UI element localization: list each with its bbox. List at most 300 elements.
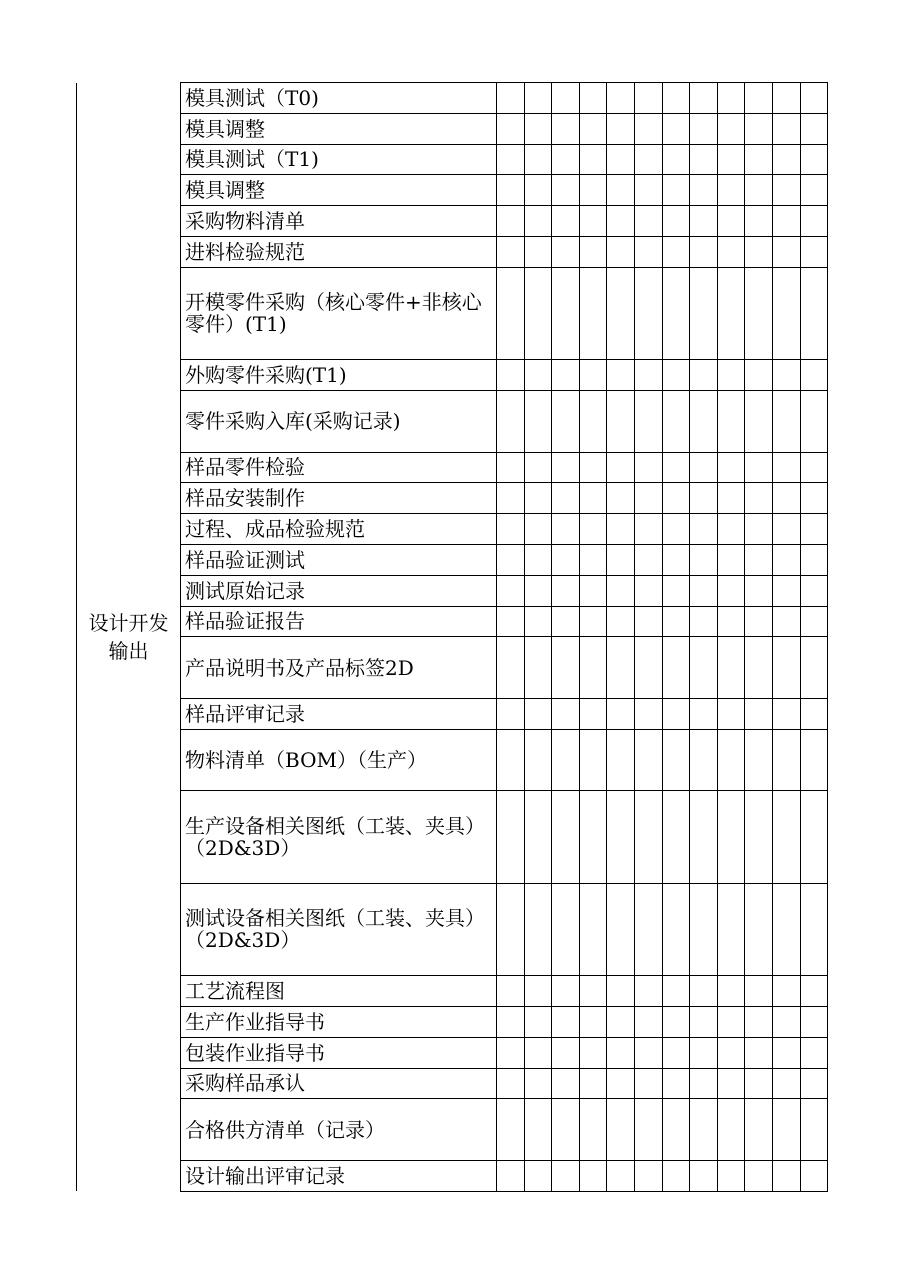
check-cell[interactable] (690, 206, 718, 237)
check-cell[interactable] (579, 514, 607, 545)
check-cell[interactable] (717, 883, 745, 975)
check-cell[interactable] (745, 83, 773, 114)
check-cell[interactable] (800, 390, 828, 452)
check-cell[interactable] (662, 606, 690, 637)
check-cell[interactable] (497, 144, 525, 175)
check-cell[interactable] (690, 1006, 718, 1037)
check-cell[interactable] (524, 1099, 552, 1161)
check-cell[interactable] (607, 1006, 635, 1037)
check-cell[interactable] (579, 236, 607, 267)
check-cell[interactable] (745, 606, 773, 637)
check-cell[interactable] (662, 1068, 690, 1099)
check-cell[interactable] (497, 113, 525, 144)
check-cell[interactable] (579, 698, 607, 729)
check-cell[interactable] (497, 606, 525, 637)
check-cell[interactable] (607, 883, 635, 975)
check-cell[interactable] (579, 1099, 607, 1161)
check-cell[interactable] (690, 606, 718, 637)
check-cell[interactable] (690, 144, 718, 175)
check-cell[interactable] (497, 483, 525, 514)
check-cell[interactable] (800, 1006, 828, 1037)
check-cell[interactable] (524, 791, 552, 883)
check-cell[interactable] (579, 483, 607, 514)
check-cell[interactable] (745, 1160, 773, 1191)
check-cell[interactable] (717, 113, 745, 144)
check-cell[interactable] (579, 791, 607, 883)
check-cell[interactable] (800, 206, 828, 237)
check-cell[interactable] (579, 606, 607, 637)
check-cell[interactable] (690, 514, 718, 545)
check-cell[interactable] (497, 1099, 525, 1161)
check-cell[interactable] (579, 575, 607, 606)
check-cell[interactable] (607, 698, 635, 729)
check-cell[interactable] (497, 575, 525, 606)
check-cell[interactable] (607, 390, 635, 452)
check-cell[interactable] (607, 514, 635, 545)
check-cell[interactable] (497, 791, 525, 883)
check-cell[interactable] (497, 175, 525, 206)
check-cell[interactable] (607, 1068, 635, 1099)
check-cell[interactable] (717, 452, 745, 483)
check-cell[interactable] (745, 360, 773, 391)
check-cell[interactable] (772, 452, 800, 483)
check-cell[interactable] (552, 1099, 580, 1161)
check-cell[interactable] (607, 236, 635, 267)
check-cell[interactable] (524, 483, 552, 514)
check-cell[interactable] (745, 1068, 773, 1099)
check-cell[interactable] (607, 1160, 635, 1191)
check-cell[interactable] (579, 175, 607, 206)
check-cell[interactable] (662, 113, 690, 144)
check-cell[interactable] (772, 390, 800, 452)
check-cell[interactable] (634, 606, 662, 637)
check-cell[interactable] (552, 729, 580, 791)
check-cell[interactable] (634, 83, 662, 114)
check-cell[interactable] (634, 236, 662, 267)
check-cell[interactable] (552, 144, 580, 175)
check-cell[interactable] (579, 544, 607, 575)
check-cell[interactable] (772, 976, 800, 1007)
check-cell[interactable] (690, 483, 718, 514)
check-cell[interactable] (800, 637, 828, 699)
check-cell[interactable] (524, 267, 552, 359)
check-cell[interactable] (772, 544, 800, 575)
check-cell[interactable] (524, 575, 552, 606)
check-cell[interactable] (690, 1068, 718, 1099)
check-cell[interactable] (552, 1037, 580, 1068)
check-cell[interactable] (552, 83, 580, 114)
check-cell[interactable] (800, 144, 828, 175)
check-cell[interactable] (800, 575, 828, 606)
check-cell[interactable] (607, 452, 635, 483)
check-cell[interactable] (690, 698, 718, 729)
check-cell[interactable] (772, 1006, 800, 1037)
check-cell[interactable] (690, 791, 718, 883)
check-cell[interactable] (745, 483, 773, 514)
check-cell[interactable] (607, 637, 635, 699)
check-cell[interactable] (800, 267, 828, 359)
check-cell[interactable] (524, 637, 552, 699)
check-cell[interactable] (772, 698, 800, 729)
check-cell[interactable] (745, 144, 773, 175)
check-cell[interactable] (745, 729, 773, 791)
check-cell[interactable] (772, 1099, 800, 1161)
check-cell[interactable] (662, 1160, 690, 1191)
check-cell[interactable] (800, 113, 828, 144)
check-cell[interactable] (800, 729, 828, 791)
check-cell[interactable] (690, 575, 718, 606)
check-cell[interactable] (579, 883, 607, 975)
check-cell[interactable] (524, 1068, 552, 1099)
check-cell[interactable] (524, 236, 552, 267)
check-cell[interactable] (552, 483, 580, 514)
check-cell[interactable] (634, 791, 662, 883)
check-cell[interactable] (579, 267, 607, 359)
check-cell[interactable] (579, 144, 607, 175)
check-cell[interactable] (717, 1006, 745, 1037)
check-cell[interactable] (524, 698, 552, 729)
check-cell[interactable] (607, 544, 635, 575)
check-cell[interactable] (717, 206, 745, 237)
check-cell[interactable] (717, 144, 745, 175)
check-cell[interactable] (690, 976, 718, 1007)
check-cell[interactable] (497, 976, 525, 1007)
check-cell[interactable] (717, 514, 745, 545)
check-cell[interactable] (772, 483, 800, 514)
check-cell[interactable] (552, 267, 580, 359)
check-cell[interactable] (607, 267, 635, 359)
check-cell[interactable] (579, 360, 607, 391)
check-cell[interactable] (524, 206, 552, 237)
check-cell[interactable] (717, 544, 745, 575)
check-cell[interactable] (772, 206, 800, 237)
check-cell[interactable] (579, 83, 607, 114)
check-cell[interactable] (772, 1037, 800, 1068)
check-cell[interactable] (497, 452, 525, 483)
check-cell[interactable] (524, 360, 552, 391)
check-cell[interactable] (772, 575, 800, 606)
check-cell[interactable] (662, 976, 690, 1007)
check-cell[interactable] (717, 360, 745, 391)
check-cell[interactable] (552, 236, 580, 267)
check-cell[interactable] (497, 883, 525, 975)
check-cell[interactable] (579, 729, 607, 791)
check-cell[interactable] (524, 113, 552, 144)
check-cell[interactable] (607, 606, 635, 637)
check-cell[interactable] (772, 514, 800, 545)
check-cell[interactable] (552, 206, 580, 237)
check-cell[interactable] (800, 791, 828, 883)
check-cell[interactable] (800, 175, 828, 206)
check-cell[interactable] (552, 1160, 580, 1191)
check-cell[interactable] (634, 452, 662, 483)
check-cell[interactable] (800, 483, 828, 514)
check-cell[interactable] (634, 175, 662, 206)
check-cell[interactable] (772, 637, 800, 699)
check-cell[interactable] (717, 390, 745, 452)
check-cell[interactable] (772, 113, 800, 144)
check-cell[interactable] (690, 83, 718, 114)
check-cell[interactable] (745, 113, 773, 144)
check-cell[interactable] (552, 514, 580, 545)
check-cell[interactable] (745, 575, 773, 606)
check-cell[interactable] (772, 1068, 800, 1099)
check-cell[interactable] (579, 452, 607, 483)
check-cell[interactable] (800, 606, 828, 637)
check-cell[interactable] (524, 175, 552, 206)
check-cell[interactable] (662, 883, 690, 975)
check-cell[interactable] (524, 729, 552, 791)
check-cell[interactable] (745, 976, 773, 1007)
check-cell[interactable] (524, 883, 552, 975)
check-cell[interactable] (772, 144, 800, 175)
check-cell[interactable] (800, 1037, 828, 1068)
check-cell[interactable] (634, 483, 662, 514)
check-cell[interactable] (524, 1006, 552, 1037)
check-cell[interactable] (497, 637, 525, 699)
check-cell[interactable] (634, 575, 662, 606)
check-cell[interactable] (772, 606, 800, 637)
check-cell[interactable] (662, 698, 690, 729)
check-cell[interactable] (690, 1099, 718, 1161)
check-cell[interactable] (524, 606, 552, 637)
check-cell[interactable] (800, 1160, 828, 1191)
check-cell[interactable] (662, 544, 690, 575)
check-cell[interactable] (662, 267, 690, 359)
check-cell[interactable] (690, 113, 718, 144)
check-cell[interactable] (497, 729, 525, 791)
check-cell[interactable] (579, 1068, 607, 1099)
check-cell[interactable] (772, 729, 800, 791)
check-cell[interactable] (607, 575, 635, 606)
check-cell[interactable] (745, 637, 773, 699)
check-cell[interactable] (745, 206, 773, 237)
check-cell[interactable] (717, 483, 745, 514)
check-cell[interactable] (690, 1037, 718, 1068)
check-cell[interactable] (552, 976, 580, 1007)
check-cell[interactable] (497, 1006, 525, 1037)
check-cell[interactable] (524, 83, 552, 114)
check-cell[interactable] (800, 83, 828, 114)
check-cell[interactable] (607, 360, 635, 391)
check-cell[interactable] (497, 360, 525, 391)
check-cell[interactable] (717, 83, 745, 114)
check-cell[interactable] (607, 113, 635, 144)
check-cell[interactable] (745, 236, 773, 267)
check-cell[interactable] (524, 452, 552, 483)
check-cell[interactable] (800, 514, 828, 545)
check-cell[interactable] (552, 791, 580, 883)
check-cell[interactable] (607, 144, 635, 175)
check-cell[interactable] (800, 698, 828, 729)
check-cell[interactable] (772, 83, 800, 114)
check-cell[interactable] (524, 544, 552, 575)
check-cell[interactable] (552, 606, 580, 637)
check-cell[interactable] (607, 791, 635, 883)
check-cell[interactable] (524, 976, 552, 1007)
check-cell[interactable] (497, 267, 525, 359)
check-cell[interactable] (690, 637, 718, 699)
check-cell[interactable] (607, 175, 635, 206)
check-cell[interactable] (634, 1099, 662, 1161)
check-cell[interactable] (690, 729, 718, 791)
check-cell[interactable] (800, 544, 828, 575)
check-cell[interactable] (634, 113, 662, 144)
check-cell[interactable] (607, 1099, 635, 1161)
check-cell[interactable] (634, 637, 662, 699)
check-cell[interactable] (552, 1068, 580, 1099)
check-cell[interactable] (579, 390, 607, 452)
check-cell[interactable] (717, 698, 745, 729)
check-cell[interactable] (772, 360, 800, 391)
check-cell[interactable] (662, 1037, 690, 1068)
check-cell[interactable] (800, 1099, 828, 1161)
check-cell[interactable] (662, 83, 690, 114)
check-cell[interactable] (579, 1006, 607, 1037)
check-cell[interactable] (745, 267, 773, 359)
check-cell[interactable] (552, 390, 580, 452)
check-cell[interactable] (717, 1037, 745, 1068)
check-cell[interactable] (717, 729, 745, 791)
check-cell[interactable] (662, 206, 690, 237)
check-cell[interactable] (634, 390, 662, 452)
check-cell[interactable] (717, 175, 745, 206)
check-cell[interactable] (607, 729, 635, 791)
check-cell[interactable] (745, 175, 773, 206)
check-cell[interactable] (634, 360, 662, 391)
check-cell[interactable] (634, 1006, 662, 1037)
check-cell[interactable] (745, 544, 773, 575)
check-cell[interactable] (634, 267, 662, 359)
check-cell[interactable] (800, 883, 828, 975)
check-cell[interactable] (524, 1160, 552, 1191)
check-cell[interactable] (524, 1037, 552, 1068)
check-cell[interactable] (717, 1160, 745, 1191)
check-cell[interactable] (772, 1160, 800, 1191)
check-cell[interactable] (690, 390, 718, 452)
check-cell[interactable] (497, 1068, 525, 1099)
check-cell[interactable] (497, 544, 525, 575)
check-cell[interactable] (772, 883, 800, 975)
check-cell[interactable] (800, 236, 828, 267)
check-cell[interactable] (690, 544, 718, 575)
check-cell[interactable] (717, 606, 745, 637)
check-cell[interactable] (552, 637, 580, 699)
check-cell[interactable] (579, 113, 607, 144)
check-cell[interactable] (717, 976, 745, 1007)
check-cell[interactable] (497, 1160, 525, 1191)
check-cell[interactable] (497, 1037, 525, 1068)
check-cell[interactable] (524, 390, 552, 452)
check-cell[interactable] (745, 1037, 773, 1068)
check-cell[interactable] (662, 514, 690, 545)
check-cell[interactable] (772, 236, 800, 267)
check-cell[interactable] (634, 1160, 662, 1191)
check-cell[interactable] (662, 1006, 690, 1037)
check-cell[interactable] (690, 360, 718, 391)
check-cell[interactable] (745, 1006, 773, 1037)
check-cell[interactable] (662, 791, 690, 883)
check-cell[interactable] (552, 698, 580, 729)
check-cell[interactable] (745, 514, 773, 545)
check-cell[interactable] (552, 452, 580, 483)
check-cell[interactable] (800, 452, 828, 483)
check-cell[interactable] (634, 544, 662, 575)
check-cell[interactable] (662, 144, 690, 175)
check-cell[interactable] (607, 1037, 635, 1068)
check-cell[interactable] (524, 514, 552, 545)
check-cell[interactable] (497, 236, 525, 267)
check-cell[interactable] (717, 791, 745, 883)
check-cell[interactable] (497, 698, 525, 729)
check-cell[interactable] (579, 637, 607, 699)
check-cell[interactable] (634, 883, 662, 975)
check-cell[interactable] (772, 175, 800, 206)
check-cell[interactable] (745, 390, 773, 452)
check-cell[interactable] (745, 883, 773, 975)
check-cell[interactable] (634, 698, 662, 729)
check-cell[interactable] (552, 883, 580, 975)
check-cell[interactable] (607, 206, 635, 237)
check-cell[interactable] (524, 144, 552, 175)
check-cell[interactable] (717, 1068, 745, 1099)
check-cell[interactable] (717, 267, 745, 359)
check-cell[interactable] (634, 206, 662, 237)
check-cell[interactable] (717, 575, 745, 606)
check-cell[interactable] (800, 1068, 828, 1099)
check-cell[interactable] (634, 1037, 662, 1068)
check-cell[interactable] (745, 1099, 773, 1161)
check-cell[interactable] (552, 360, 580, 391)
check-cell[interactable] (745, 698, 773, 729)
check-cell[interactable] (717, 1099, 745, 1161)
check-cell[interactable] (579, 1160, 607, 1191)
check-cell[interactable] (662, 175, 690, 206)
check-cell[interactable] (690, 267, 718, 359)
check-cell[interactable] (497, 206, 525, 237)
check-cell[interactable] (662, 452, 690, 483)
check-cell[interactable] (690, 175, 718, 206)
check-cell[interactable] (634, 514, 662, 545)
check-cell[interactable] (579, 206, 607, 237)
check-cell[interactable] (607, 483, 635, 514)
check-cell[interactable] (690, 452, 718, 483)
check-cell[interactable] (772, 791, 800, 883)
check-cell[interactable] (607, 976, 635, 1007)
check-cell[interactable] (607, 83, 635, 114)
check-cell[interactable] (552, 544, 580, 575)
check-cell[interactable] (662, 729, 690, 791)
check-cell[interactable] (552, 575, 580, 606)
check-cell[interactable] (717, 637, 745, 699)
check-cell[interactable] (552, 113, 580, 144)
check-cell[interactable] (800, 360, 828, 391)
check-cell[interactable] (552, 175, 580, 206)
check-cell[interactable] (634, 729, 662, 791)
check-cell[interactable] (662, 390, 690, 452)
check-cell[interactable] (745, 791, 773, 883)
check-cell[interactable] (800, 976, 828, 1007)
check-cell[interactable] (690, 236, 718, 267)
check-cell[interactable] (497, 83, 525, 114)
check-cell[interactable] (634, 144, 662, 175)
check-cell[interactable] (552, 1006, 580, 1037)
check-cell[interactable] (745, 452, 773, 483)
check-cell[interactable] (662, 637, 690, 699)
check-cell[interactable] (634, 1068, 662, 1099)
check-cell[interactable] (662, 360, 690, 391)
check-cell[interactable] (662, 1099, 690, 1161)
